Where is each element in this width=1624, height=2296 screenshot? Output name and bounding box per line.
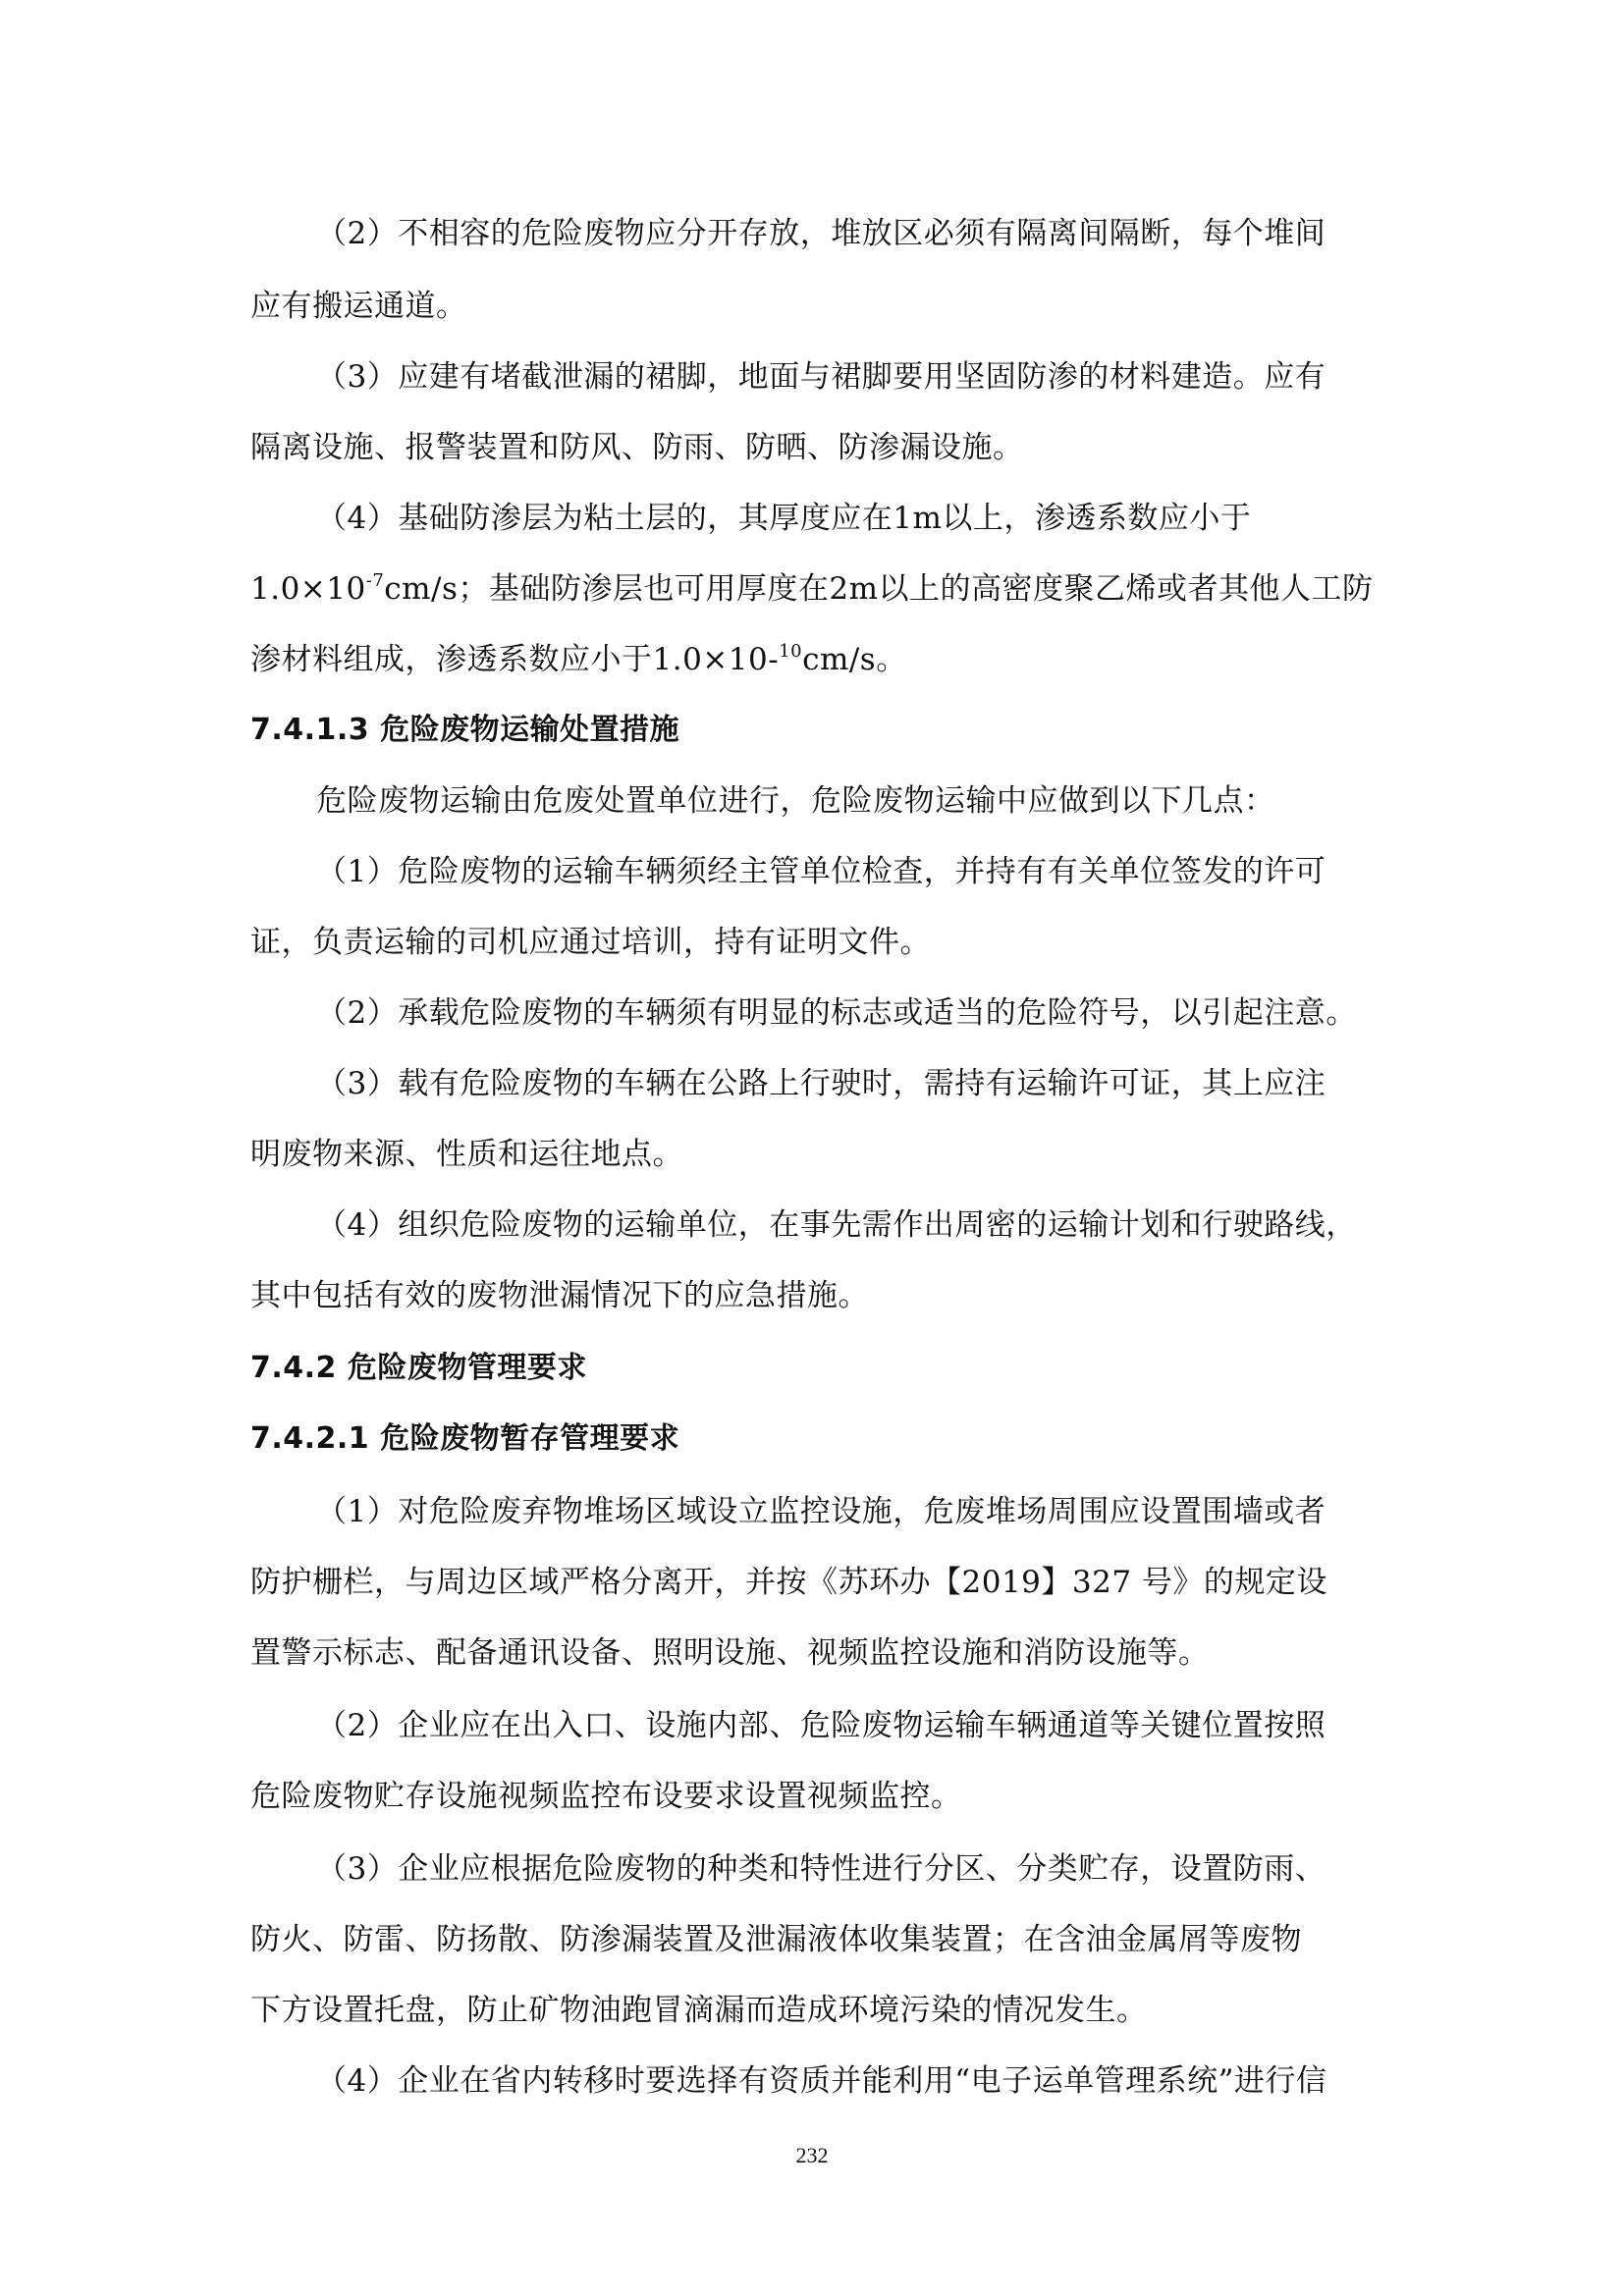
paragraph-line-with-superscript [250, 569, 1389, 609]
paragraph-line: 危险废物贮存设施视频监控布设要求设置视频监控。 [250, 1779, 962, 1814]
paragraph-line: （1）危险废物的运输车辆须经主管单位检查，并持有有关单位签发的许可 [316, 854, 1326, 889]
text-run: cm/s。 [802, 642, 907, 677]
superscript-exponent: -7 [365, 569, 385, 591]
paragraph-line-with-superscript [250, 640, 1389, 679]
text-run: 1.0×10 [250, 571, 366, 607]
section-heading-7-4-2: 7.4.2 危险废物管理要求 [250, 1351, 587, 1385]
text-run: 渗材料组成，渗透系数应小于1.0×10- [250, 642, 780, 677]
superscript-exponent: 10 [779, 640, 803, 662]
paragraph-line: 证，负责运输的司机应通过培训，持有证明文件。 [250, 925, 931, 960]
paragraph-line: （4）基础防渗层为粘土层的，其厚度应在1m以上，渗透系数应小于 [316, 501, 1252, 536]
paragraph-line: 隔离设施、报警装置和防风、防雨、防晒、防渗漏设施。 [250, 430, 1024, 465]
paragraph-line: （1）对危险废弃物堆场区域设立监控设施，危废堆场周围应设置围墙或者 [316, 1494, 1326, 1529]
paragraph-line: （3）载有危险废物的车辆在公路上行驶时，需持有运输许可证，其上应注 [316, 1066, 1326, 1101]
paragraph-line: （2）企业应在出入口、设施内部、危险废物运输车辆通道等关键位置按照 [316, 1708, 1326, 1743]
section-heading-7-4-1-3: 7.4.1.3 危险废物运输处置措施 [250, 713, 680, 747]
paragraph-line: 下方设置托盘，防止矿物油跑冒滴漏而造成环境污染的情况发生。 [250, 1993, 1148, 2028]
paragraph-line: （2）承载危险废物的车辆须有明显的标志或适当的危险符号，以引起注意。 [316, 995, 1357, 1031]
paragraph-line: （3）应建有堵截泄漏的裙脚，地面与裙脚要用坚固防渗的材料建造。应有 [316, 359, 1326, 395]
paragraph-line: （4）企业在省内转移时要选择有资质并能利用“电子运单管理系统”进行信 [316, 2063, 1327, 2099]
paragraph-line: （3）企业应根据危险废物的种类和特性进行分区、分类贮存，设置防雨、 [316, 1851, 1326, 1887]
paragraph-line: 应有搬运通道。 [250, 289, 467, 324]
paragraph-line: 其中包括有效的废物泄漏情况下的应急措施。 [250, 1278, 869, 1313]
text-run: cm/s；基础防渗层也可用厚度在2m以上的高密度聚乙烯或者其他人工防 [384, 571, 1374, 607]
paragraph-line: 明废物来源、性质和运往地点。 [250, 1137, 683, 1172]
paragraph-line: 危险废物运输由危废处置单位进行，危险废物运输中应做到以下几点： [316, 783, 1275, 819]
paragraph-line: （4）组织危险废物的运输单位，在事先需作出周密的运输计划和行驶路线， [316, 1207, 1357, 1243]
paragraph-line: 置警示标志、配备通讯设备、照明设施、视频监控设施和消防设施等。 [250, 1635, 1210, 1671]
paragraph-line: 防护栅栏，与周边区域严格分离开，并按《苏环办【2019】327 号》的规定设 [250, 1565, 1327, 1600]
paragraph-line: （2）不相容的危险废物应分开存放，堆放区必须有隔离间隔断，每个堆间 [316, 216, 1326, 251]
paragraph-line: 防火、防雷、防扬散、防渗漏装置及泄漏液体收集装置；在含油金属屑等废物 [250, 1922, 1302, 1957]
section-heading-7-4-2-1: 7.4.2.1 危险废物暂存管理要求 [250, 1421, 680, 1456]
page-number: 232 [795, 2143, 829, 2167]
